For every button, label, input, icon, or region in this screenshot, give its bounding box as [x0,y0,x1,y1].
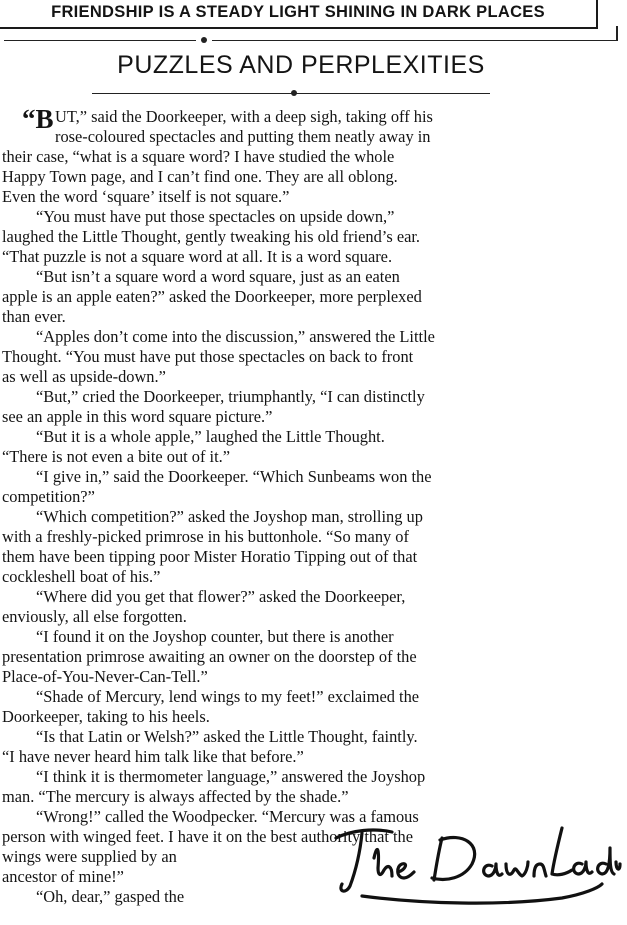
article-line: them have been tipping poor Mister Horatio Tipping out of that [2,547,418,566]
article-line: “But isn’t a square word a word square, just as an eaten [36,267,400,286]
article-line: than ever. [2,307,66,326]
article-line: Even the word ‘square’ itself is not square.” [2,187,290,206]
drop-cap [22,104,54,134]
ornamental-rule-right [212,40,617,41]
article-line: Thought. “You must have put those spectacles on back to front [2,347,414,366]
signature-dawn-lady [322,808,622,920]
article-line: enviously, all else forgotten. [2,607,187,626]
article-line: competition?” [2,487,95,506]
article-line: wings were supplied by an [2,847,177,866]
drop-cap-quote: “ [22,104,36,134]
article-line: “Wrong!” called the Woodpecker. “Mercury was a famous [36,807,419,826]
drop-cap-letter: B [35,104,54,134]
motto-banner: FRIENDSHIP IS A STEADY LIGHT SHINING IN DARK PLACES [51,3,545,21]
article-line: “I think it is thermometer language,” answered the Joyshop [36,767,426,786]
article-line: UT,” said the Doorkeeper, with a deep sigh, taking off his [55,107,433,126]
article-line: Doorkeeper, taking to his heels. [2,707,210,726]
article-line: person with winged feet. I have it on the best authority that the [2,827,414,846]
article-line: “I found it on the Joyshop counter, but there is another [36,627,394,646]
article-line: “I have never heard him talk like that before.” [2,747,304,766]
signature-handwriting-icon [322,808,622,920]
article-line: “Where did you get that flower?” asked the Doorkeeper, [36,587,406,606]
article-line: apple is an apple eaten?” asked the Doorkeeper, more perplexed [2,287,422,306]
ornament-dot-icon [291,90,297,96]
article-line: cockleshell boat of his.” [2,567,161,586]
ornamental-rule-left [4,40,196,41]
article-line: presentation primrose awaiting an owner on the doorstep of the [2,647,417,666]
article-line: “Apples don’t come into the discussion,” answered the Little [36,327,435,346]
ornamental-rule-end [616,26,618,41]
article-line: “You must have put those spectacles on upside down,” [36,207,395,226]
article-line: “But,” cried the Doorkeeper, triumphantly, “I can distinctly [36,387,425,406]
article-line: as well as upside-down.” [2,367,166,386]
article-line: see an apple in this word square picture.” [2,407,273,426]
article-line: Happy Town page, and I can’t find one. They are all oblong. [2,167,398,186]
article-line: Place-of-You-Never-Can-Tell.” [2,667,208,686]
section-title: PUZZLES AND PERPLEXITIES [117,51,485,79]
article-line: “Which competition?” asked the Joyshop man, strolling up [36,507,423,526]
article-line: rose-coloured spectacles and putting them neatly away in [55,127,431,146]
article-line: “That puzzle is not a square word at all. It is a word square. [2,247,393,266]
article-line: ancestor of mine!” [2,867,124,886]
ornament-dot-icon [201,37,207,43]
article-line: “I give in,” said the Doorkeeper. “Which Sunbeams won the [36,467,432,486]
article-line: “Is that Latin or Welsh?” asked the Little Thought, faintly. [36,727,418,746]
article-line: “Shade of Mercury, lend wings to my feet!” exclaimed the [36,687,420,706]
article-line: with a freshly-picked primrose in his buttonhole. “So many of [2,527,409,546]
article-line: “There is not even a bite out of it.” [2,447,231,466]
article-line: man. “The mercury is always affected by the shade.” [2,787,349,806]
article-line: “But it is a whole apple,” laughed the Little Thought. [36,427,385,446]
article-line: “Oh, dear,” gasped the [36,887,185,906]
article-line: laughed the Little Thought, gently tweaking his old friend’s ear. [2,227,421,246]
article-line: their case, “what is a square word? I have studied the whole [2,147,395,166]
